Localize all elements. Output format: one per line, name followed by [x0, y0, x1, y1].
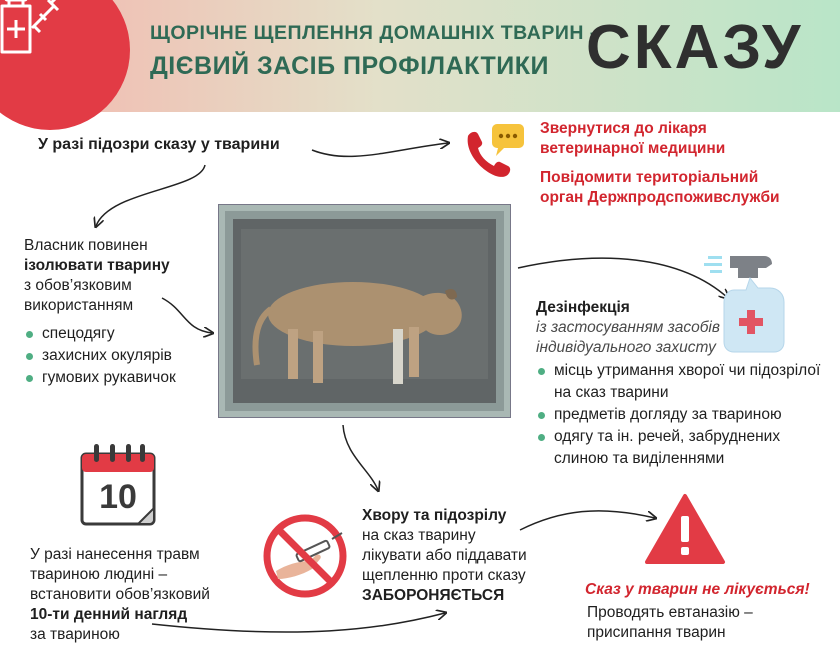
no-vaccination-icon: [262, 513, 348, 599]
list-item: захисних окулярів: [24, 345, 176, 367]
injury-line-1: У разі нанесення травм: [30, 546, 200, 563]
forbid-line-1: Хвору та підозрілу: [362, 507, 507, 524]
warning-icon: [644, 492, 726, 566]
logo-badge: [0, 0, 130, 130]
forbid-line-5: ЗАБОРОНЯЄТЬСЯ: [362, 587, 505, 604]
owner-line-3: з обов’язковим: [24, 277, 132, 294]
list-item: місць утримання хворої чи підозрілої на сказ тварини: [536, 360, 836, 404]
header-banner: [0, 0, 840, 112]
injury-line-5: за твариною: [30, 626, 120, 643]
contact-authority-line-1: Повідомити територіальний: [540, 169, 759, 186]
contact-authority-line-2: орган Держпродспоживслужби: [540, 189, 780, 206]
injury-line-4: 10-ти денний нагляд: [30, 606, 188, 623]
disinfection-text: [536, 298, 720, 358]
owner-line-2: ізолювати тварину: [24, 257, 170, 274]
phone-icon: [462, 122, 526, 182]
contact-vet-line-2: ветеринарної медицини: [540, 140, 726, 157]
title-line-1: ЩОРІЧНЕ ЩЕПЛЕННЯ ДОМАШНІХ ТВАРИН –: [150, 22, 602, 44]
list-item: гумових рукавичок: [24, 367, 176, 389]
owner-line-4: використанням: [24, 297, 134, 314]
owner-line-1: Власник повинен: [24, 237, 148, 254]
list-item: предметів догляду за твариною: [536, 404, 836, 426]
disinfection-list: [536, 360, 836, 470]
contact-authority-text: [540, 168, 780, 208]
injury-line-3: встановити обов’язковий: [30, 586, 210, 603]
injury-observation-text: [30, 545, 210, 645]
disinfection-title: Дезінфекція: [536, 299, 630, 316]
forbid-line-2: на сказ тварину: [362, 527, 476, 544]
protective-equipment-list: [24, 323, 176, 389]
euthanasia-line-2: присипання тварин: [587, 624, 726, 641]
calendar-number: 10: [99, 478, 137, 516]
suspicion-heading: У разі підозри сказу у тварини: [38, 136, 280, 153]
euthanasia-text: [587, 603, 753, 643]
disinfection-sub-2: індивідуального захисту: [536, 339, 716, 356]
dog-illustration: [233, 219, 496, 403]
forbid-line-3: лікувати або піддавати: [362, 547, 527, 564]
isolated-dog-image: [219, 205, 510, 417]
title-main: СКАЗУ: [586, 13, 804, 82]
euthanasia-line-1: Проводять евтаназію –: [587, 604, 753, 621]
title-line-2: ДІЄВИЙ ЗАСІБ ПРОФІЛАКТИКИ: [150, 52, 549, 80]
list-item: одягу та ін. речей, забруднених слиною та виділеннями: [536, 426, 836, 470]
contact-vet-text: [540, 119, 725, 159]
disinfection-sub-1: із застосуванням засобів: [536, 319, 720, 336]
treatment-forbidden-text: [362, 506, 527, 606]
owner-isolation-text: [24, 236, 170, 316]
injury-line-2: твариною людині –: [30, 566, 168, 583]
list-item: спецодягу: [24, 323, 176, 345]
vaccine-icon: [0, 0, 68, 62]
contact-vet-line-1: Звернутися до лікаря: [540, 120, 707, 137]
forbid-line-4: щепленню проти сказу: [362, 567, 526, 584]
no-cure-warning: Сказ у тварин не лікується!: [585, 581, 810, 598]
calendar-icon: [80, 440, 158, 526]
